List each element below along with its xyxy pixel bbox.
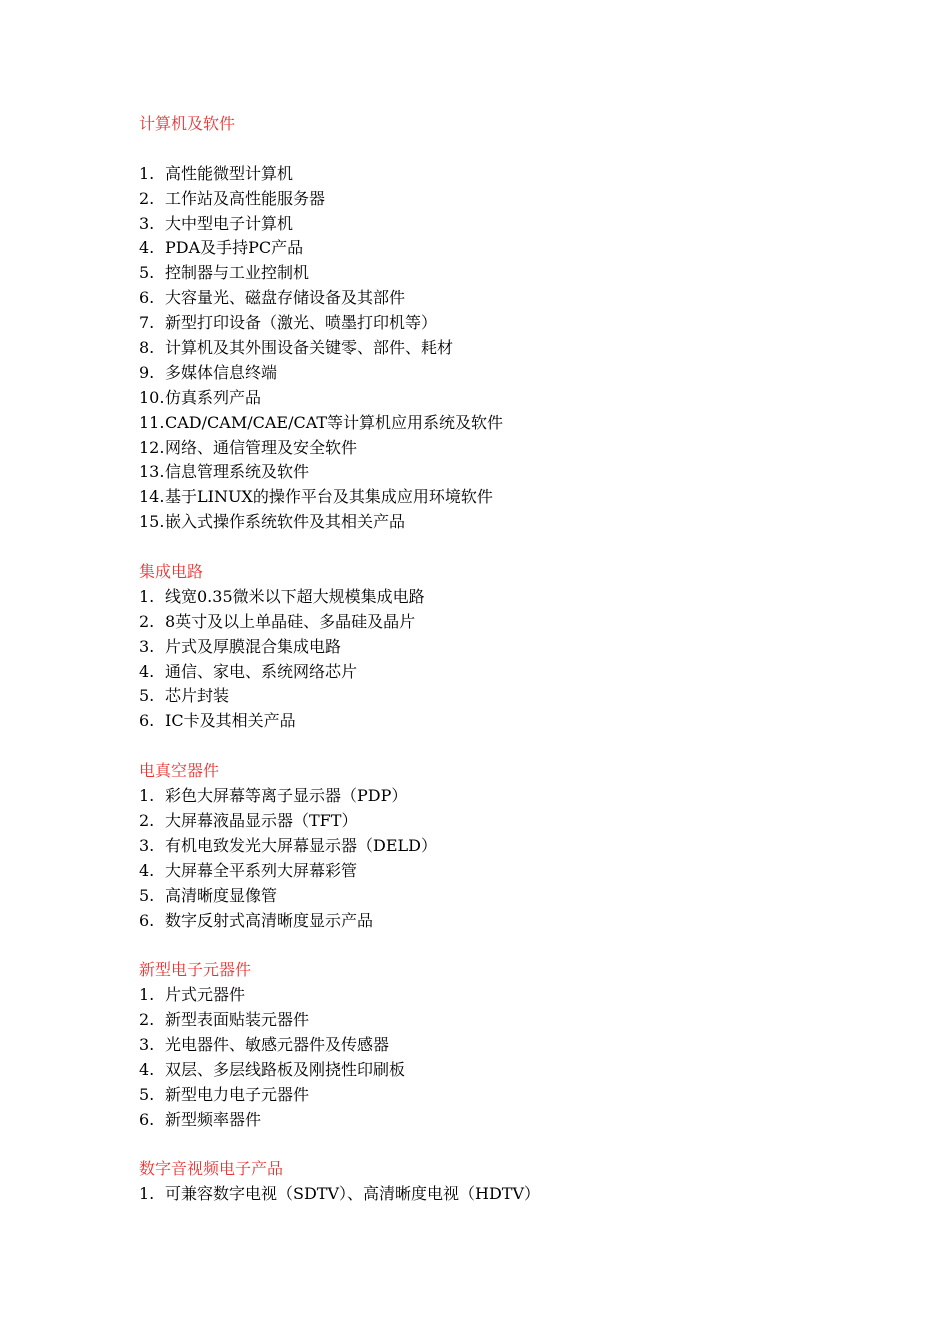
list-item	[139, 436, 899, 461]
item-text: 可兼容数字电视（SDTV）、高清晰度电视（HDTV）	[165, 1184, 541, 1204]
section-heading-vacuum-devices: 电真空器件	[139, 761, 220, 781]
list-item	[139, 884, 899, 909]
list-item	[139, 336, 899, 361]
item-number: 3.	[139, 1034, 155, 1054]
item-text: 大屏幕液晶显示器（TFT）	[165, 810, 358, 830]
item-number: 6.	[139, 1109, 155, 1129]
section-heading-integrated-circuits: 集成电路	[139, 562, 204, 582]
item-number: 1.	[139, 786, 155, 806]
item-text: 新型电力电子元器件	[165, 1084, 310, 1104]
item-number: 1.	[139, 163, 155, 183]
item-text: 新型表面贴装元器件	[165, 1010, 310, 1030]
list-item	[139, 311, 899, 336]
item-number: 5.	[139, 263, 155, 283]
item-text: 光电器件、敏感元器件及传感器	[165, 1034, 390, 1054]
item-text: 高清晰度显像管	[165, 885, 278, 905]
list-item	[139, 286, 899, 311]
list-item	[139, 386, 899, 411]
item-text: 片式元器件	[165, 985, 246, 1005]
list-item	[139, 1033, 899, 1058]
item-number: 4.	[139, 860, 155, 880]
item-text: 双层、多层线路板及刚挠性印刷板	[165, 1059, 406, 1079]
item-number: 3.	[139, 213, 155, 233]
list-item	[139, 1008, 899, 1033]
list-item	[139, 460, 899, 485]
item-number: 10.	[139, 387, 165, 407]
list-item	[139, 1182, 899, 1207]
list-item	[139, 1108, 899, 1133]
list-item	[139, 585, 899, 610]
item-text: 高性能微型计算机	[165, 163, 294, 183]
list-item	[139, 236, 899, 261]
list-item	[139, 809, 899, 834]
item-number: 1.	[139, 985, 155, 1005]
list-item	[139, 909, 899, 934]
item-text: 计算机及其外围设备关键零、部件、耗材	[165, 338, 454, 358]
item-number: 1.	[139, 1184, 155, 1204]
item-text: 工作站及高性能服务器	[165, 188, 326, 208]
item-text: 新型打印设备（激光、喷墨打印机等）	[165, 313, 438, 333]
item-number: 13.	[139, 462, 165, 482]
item-number: 12.	[139, 437, 165, 457]
item-number: 2.	[139, 611, 155, 631]
list-item	[139, 709, 899, 734]
item-text: 多媒体信息终端	[165, 362, 278, 382]
list-item	[139, 660, 899, 685]
list-item	[139, 610, 899, 635]
item-number: 4.	[139, 1059, 155, 1079]
item-number: 6.	[139, 711, 155, 731]
item-number: 2.	[139, 1010, 155, 1030]
list-item	[139, 635, 899, 660]
item-number: 3.	[139, 636, 155, 656]
list-item	[139, 187, 899, 212]
section-heading-electronic-components: 新型电子元器件	[139, 960, 252, 980]
item-text: 芯片封装	[165, 686, 230, 706]
spacer	[139, 933, 899, 958]
item-number: 9.	[139, 362, 155, 382]
list-item	[139, 684, 899, 709]
list-item	[139, 411, 899, 436]
item-number: 5.	[139, 885, 155, 905]
list-item	[139, 485, 899, 510]
item-number: 4.	[139, 661, 155, 681]
spacer	[139, 1133, 899, 1158]
list-item	[139, 361, 899, 386]
item-text: 8英寸及以上单晶硅、多晶硅及晶片	[165, 611, 416, 631]
item-number: 2.	[139, 810, 155, 830]
item-number: 14.	[139, 487, 165, 507]
document-page	[139, 112, 899, 1207]
item-number: 2.	[139, 188, 155, 208]
item-number: 8.	[139, 338, 155, 358]
list-item	[139, 784, 899, 809]
item-text: 新型频率器件	[165, 1109, 262, 1129]
item-number: 6.	[139, 288, 155, 308]
item-text: PDA及手持PC产品	[165, 238, 304, 258]
item-number: 15.	[139, 512, 165, 532]
section-heading-computers-software: 计算机及软件	[139, 114, 236, 133]
item-number: 4.	[139, 238, 155, 258]
item-text: 控制器与工业控制机	[165, 263, 310, 283]
list-item	[139, 212, 899, 237]
list-item	[139, 162, 899, 187]
item-text: 嵌入式操作系统软件及其相关产品	[165, 512, 406, 532]
item-text: 信息管理系统及软件	[165, 462, 310, 482]
item-text: 网络、通信管理及安全软件	[165, 437, 358, 457]
list-item	[139, 261, 899, 286]
item-number: 5.	[139, 1084, 155, 1104]
item-text: 大中型电子计算机	[165, 213, 294, 233]
item-text: 有机电致发光大屏幕显示器（DELD）	[165, 835, 437, 855]
item-text: 数字反射式高清晰度显示产品	[165, 910, 374, 930]
spacer	[139, 137, 899, 162]
item-text: 通信、家电、系统网络芯片	[165, 661, 358, 681]
item-text: 大屏幕全平系列大屏幕彩管	[165, 860, 358, 880]
list-item	[139, 859, 899, 884]
section-heading-digital-av: 数字音视频电子产品	[139, 1159, 284, 1179]
item-number: 3.	[139, 835, 155, 855]
item-text: 片式及厚膜混合集成电路	[165, 636, 342, 656]
list-item	[139, 1083, 899, 1108]
item-number: 5.	[139, 686, 155, 706]
item-text: 线宽0.35微米以下超大规模集成电路	[165, 586, 425, 606]
item-text: 大容量光、磁盘存储设备及其部件	[165, 288, 406, 308]
list-item	[139, 510, 899, 535]
item-text: 彩色大屏幕等离子显示器（PDP）	[165, 786, 408, 806]
item-text: CAD/CAM/CAE/CAT等计算机应用系统及软件	[165, 412, 504, 432]
item-number: 6.	[139, 910, 155, 930]
item-number: 1.	[139, 586, 155, 606]
spacer	[139, 734, 899, 759]
item-text: 仿真系列产品	[165, 387, 262, 407]
spacer	[139, 535, 899, 560]
list-item	[139, 983, 899, 1008]
item-number: 11.	[139, 412, 165, 432]
item-text: IC卡及其相关产品	[165, 711, 296, 731]
item-number: 7.	[139, 313, 155, 333]
list-item	[139, 834, 899, 859]
item-text: 基于LINUX的操作平台及其集成应用环境软件	[165, 487, 493, 507]
list-item	[139, 1058, 899, 1083]
